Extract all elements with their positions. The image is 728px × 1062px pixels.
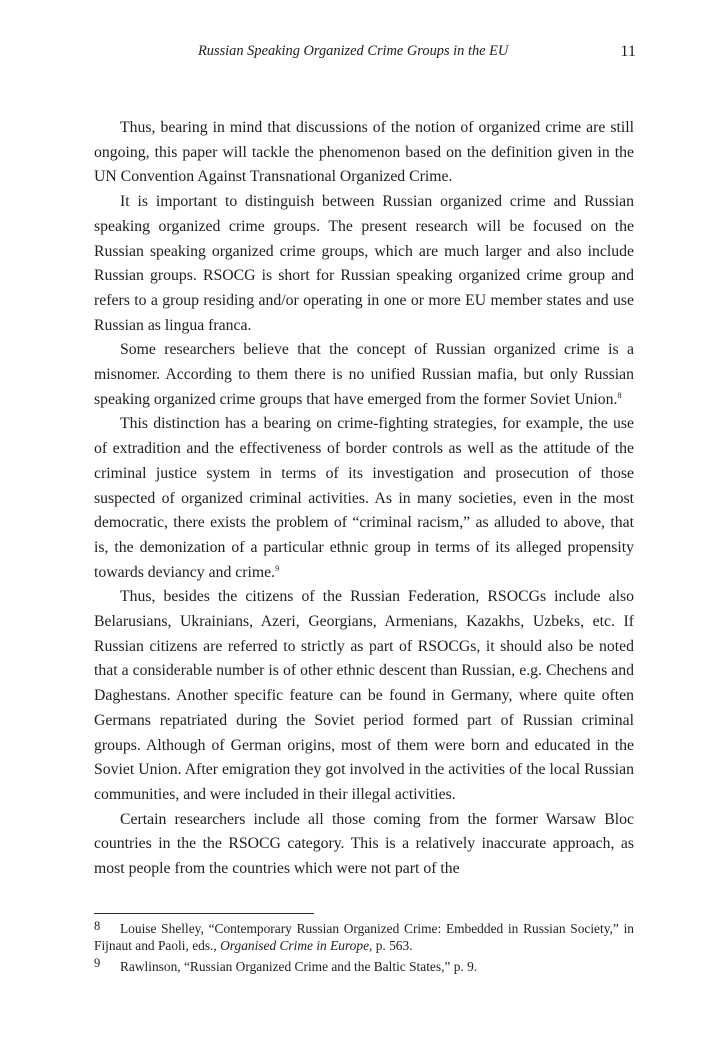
footnote-number: 9 bbox=[94, 955, 101, 970]
footnote-text: Rawlinson, “Russian Organized Crime and the Baltic States,” p. 9. bbox=[120, 958, 478, 974]
footnote-9 bbox=[94, 955, 634, 975]
footnote-number: 8 bbox=[94, 919, 101, 933]
page-number: 11 bbox=[620, 42, 636, 60]
footnotes bbox=[94, 918, 634, 975]
body-text bbox=[94, 116, 634, 882]
footnote-book-title: Organised Crime in Europe bbox=[220, 938, 370, 954]
running-title: Russian Speaking Organized Crime Groups in the EU bbox=[198, 43, 509, 59]
paragraph-text: Certain researchers include all those coming from the former Warsaw Bloc countries in the the RSOCG category. This is a relatively inaccurate approach, as most people from the countries which were not part of the bbox=[94, 810, 634, 878]
paragraph-text: This distinction has a bearing on crime-fighting strategies, for example, the use of extradition and the effectiveness of border controls as well as the attitude of the criminal justice system in terms of its investigation and prosecution of those suspected of organized criminal activities. As in many societies, even in the most democratic, there exists the problem of “criminal racism,” as alluded to above, that is, the demonization of a particular ethnic group in terms of its alleged propensity towards deviancy and crime. bbox=[94, 415, 634, 581]
paragraph-text: Thus, besides the citizens of the Russian Federation, RSOCGs include also Belarusians, Ukrainians, Azeri, Georgians, Armenians, Kazakhs, Uzbeks, etc. If Russian citizens are referred to strictly as part of RSOCGs, it should also be noted that a considerable number is of other ethnic descent than Russian, e.g. Chechens and Daghestans. Another specific feature can be found in Germany, where quite often Germans repatriated during the Soviet period formed part of Russian criminal groups. Although of German origins, most of them were born and educated in the Soviet Union. After emigration they got involved in the activities of the local Russian communities, and were included in their illegal activities. bbox=[94, 588, 634, 803]
footnote-text-end: , p. 563. bbox=[369, 938, 413, 954]
paragraph-text: Thus, bearing in mind that discussions of the notion of organized crime are still ongoing, this paper will tackle the phenomenon based on the definition given in the UN Convention Against Transnational Organized Crime. bbox=[94, 119, 634, 186]
paragraph-3 bbox=[94, 338, 634, 412]
footnote-8 bbox=[94, 918, 634, 955]
footnote-ref-9[interactable]: 9 bbox=[275, 563, 280, 573]
paragraph-6 bbox=[94, 808, 634, 882]
paragraph-5 bbox=[94, 585, 634, 807]
footnote-ref-8[interactable]: 8 bbox=[617, 390, 622, 400]
paragraph-1 bbox=[94, 116, 634, 190]
footnote-divider bbox=[94, 913, 314, 914]
paragraph-2 bbox=[94, 190, 634, 338]
paragraph-4 bbox=[94, 412, 634, 585]
paragraph-text: It is important to distinguish between Russian organized crime and Russian speaking organized crime groups. The present research will be focused on the Russian speaking organized crime groups, which are much larger and also include Russian groups. RSOCG is short for Russian speaking organized crime group and refers to a group residing and/or operating in one or more EU member states and use Russian as lingua franca. bbox=[94, 193, 634, 334]
footnote-text: Louise Shelley, “Contemporary Russian Organized Crime: Embedded in Russian Society,” in Fijnaut and Paoli, eds., bbox=[94, 921, 634, 954]
paragraph-text: Some researchers believe that the concept of Russian organized crime is a misnomer. According to them there is no unified Russian mafia, but only Russian speaking organized crime groups that have emerged from the former Soviet Union. bbox=[94, 341, 634, 408]
